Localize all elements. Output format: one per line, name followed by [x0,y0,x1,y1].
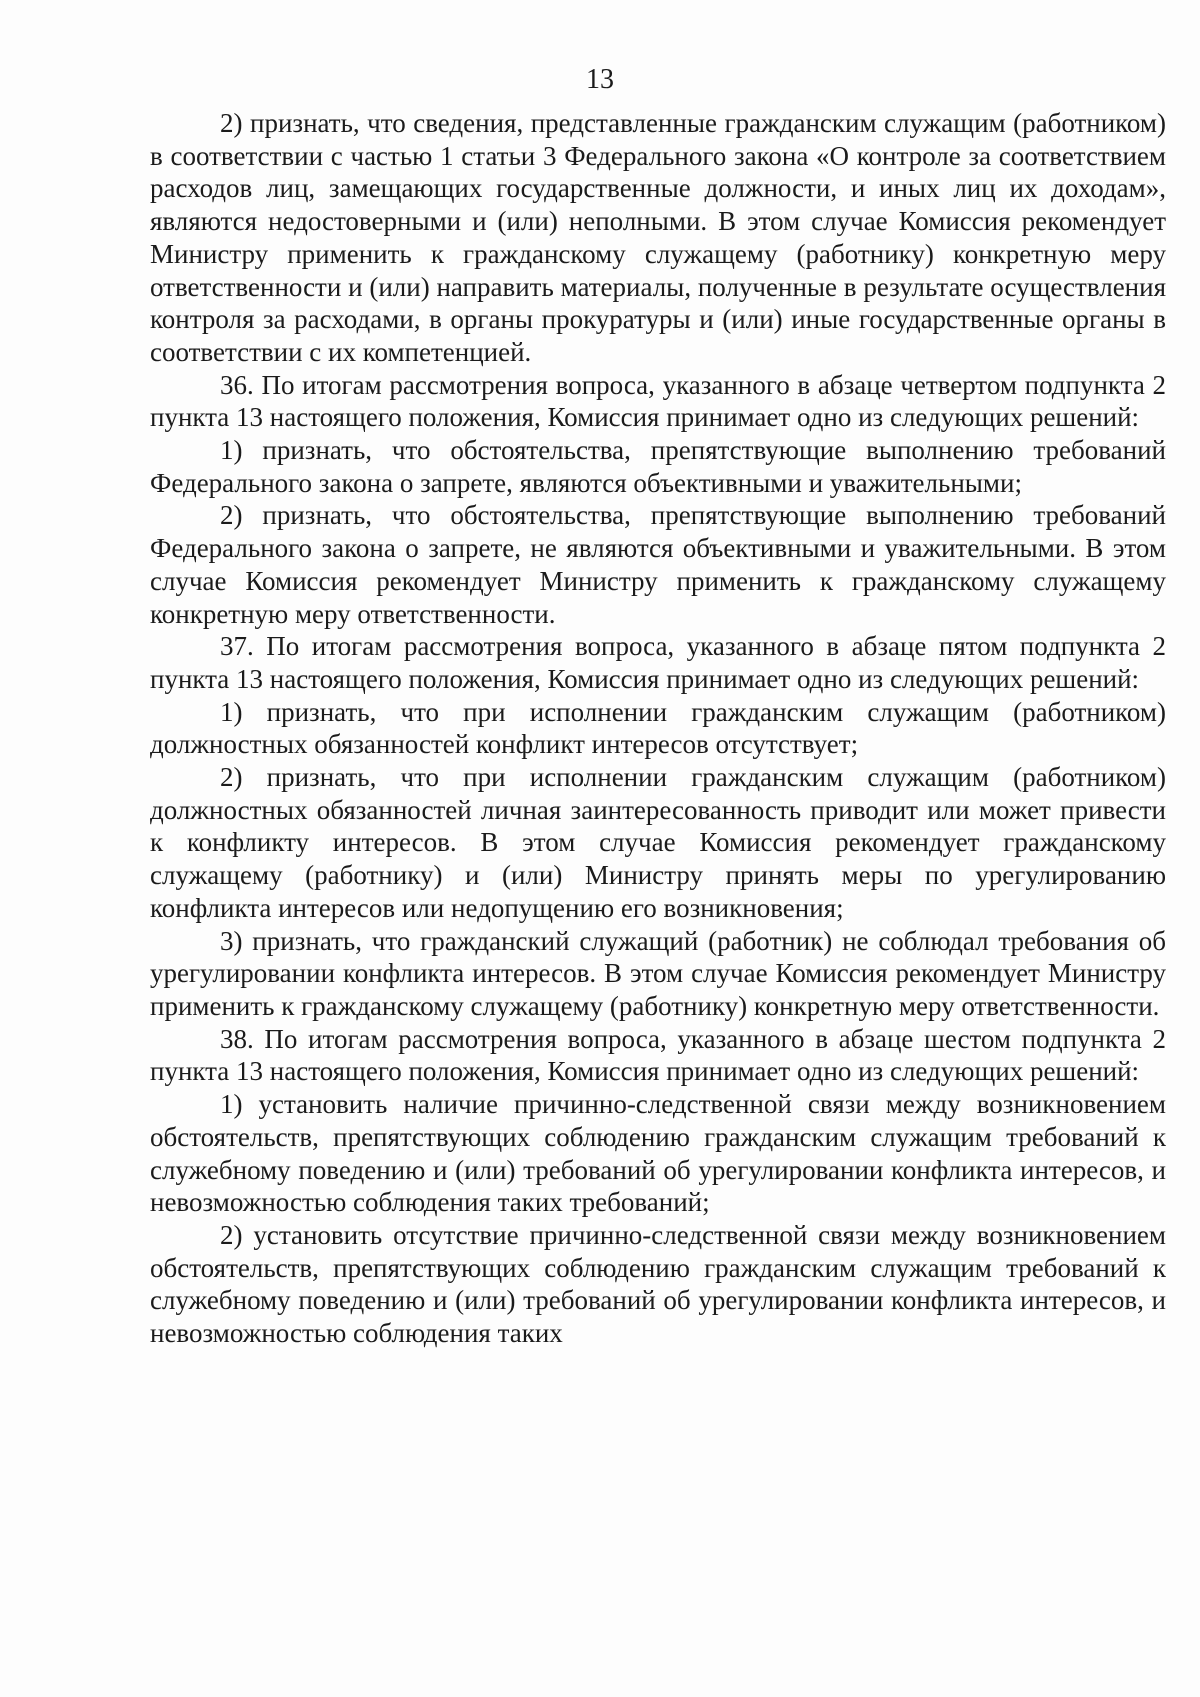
paragraph-37: 37. По итогам рассмотрения вопроса, указанного в абзаце пятом подпункта 2 пункта 13 настоящего положения, Комиссия принимает одно из следующих решений: [150,631,1166,694]
paragraph-36: 36. По итогам рассмотрения вопроса, указанного в абзаце четвертом подпункта 2 пункта 13 настоящего положения, Комиссия принимает одно из следующих решений: [150,369,1166,433]
paragraph-36-item-1: 1) признать, что обстоятельства, препятствующие выполнению требований Федерального закона о запрете, являются объективными и уважительными; [150,435,1166,498]
paragraph-38-item-2: 2) установить отсутствие причинно-следственной связи между возникновением обстоятельств, препятствующих соблюдению гражданским служащим требований к служебному поведению и (или) требований об урегулировании конфликта интересов, и невозможностью соблюдения таких [150,1219,1166,1349]
paragraph-38: 38. По итогам рассмотрения вопроса, указанного в абзаце шестом подпункта 2 пункта 13 настоящего положения, Комиссия принимает одно из следующих решений: [150,1023,1166,1087]
paragraph-37-item-3: 3) признать, что гражданский служащий (работник) не соблюдал требования об урегулировании конфликта интересов. В этом случае Комиссия рекомендует Министру применить к гражданскому служащему (работнику) конкретную меру ответственности. [150,925,1166,1021]
paragraph-37-item-2: 2) признать, что при исполнении гражданским служащим (работником) должностных обязанностей личная заинтересованность приводит или может привести к конфликту интересов. В этом случае Комиссия рекомендует гражданскому служащему (работнику) и (или) Министру принять меры по урегулированию конфликта интересов или недопущению его возникновения; [150,762,1166,923]
paragraph-38-item-1: 1) установить наличие причинно-следственной связи между возникновением обстоятельств, препятствующих соблюдению гражданским служащим требований к служебному поведению и (или) требований об урегулировании конфликта интересов, и невозможностью соблюдения таких требований; [150,1089,1166,1218]
paragraph-36-item-2: 2) признать, что обстоятельства, препятствующие выполнению требований Федерального закона о запрете, не являются объективными и уважительными. В этом случае Комиссия рекомендует Министру применить к гражданскому служащему конкретную меру ответственности. [150,500,1166,629]
paragraph-37-item-1: 1) признать, что при исполнении гражданским служащим (работником) должностных обязанностей конфликт интересов отсутствует; [150,696,1166,760]
paragraph-35-item-2: 2) признать, что сведения, представленные гражданским служащим (работником) в соответствии с частью 1 статьи 3 Федерального закона «О контроле за соответствием расходов лиц, замещающих государственные должности, и иных лиц их доходам», являются недостоверными и (или) неполными. В этом случае Комиссия рекомендует Министру применить к гражданскому служащему (работнику) конкретную меру ответственности и (или) направить материалы, полученные в результате осуществления контроля за расходами, в органы прокуратуры и (или) иные государственные органы в соответствии с их компетенцией. [150,108,1166,367]
document-body [150,107,1166,1350]
page-number: 13 [586,64,614,95]
